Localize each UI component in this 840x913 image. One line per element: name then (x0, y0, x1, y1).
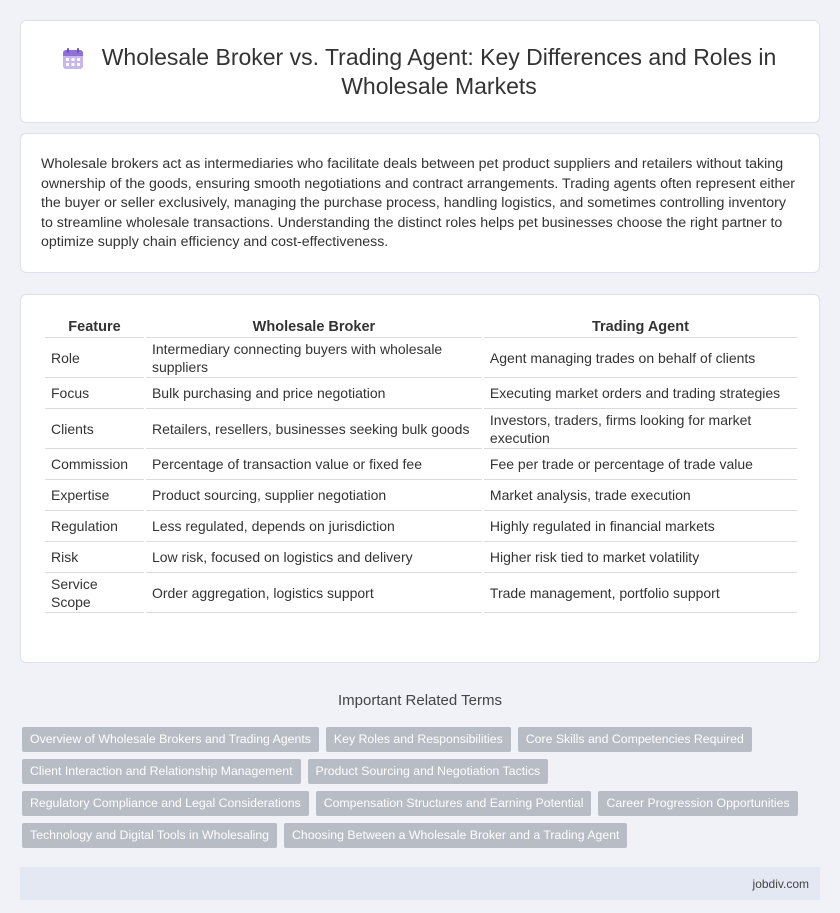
related-term-tag[interactable]: Core Skills and Competencies Required (518, 727, 752, 752)
table-row (45, 449, 797, 480)
related-term-tag[interactable]: Compensation Structures and Earning Potential (316, 791, 592, 816)
feature-cell: Service Scope (45, 573, 144, 613)
agent-cell: Higher risk tied to market volatility (484, 542, 797, 573)
feature-cell: Expertise (45, 480, 144, 511)
intro-paragraph: Wholesale brokers act as intermediaries who facilitate deals between pet product suppliers and retailers without taking ownership of the goods, ensuring smooth negotiations and contract arrangements. Trading agents often represent either the buyer or seller exclusively, managing the purchase process, handling logistics, and sometimes controlling inventory to streamline wholesale transactions. Understanding the distinct roles helps pet businesses choose the right partner to optimize supply chain efficiency and cost-effectiveness. (41, 156, 795, 251)
broker-cell: Percentage of transaction value or fixed fee (146, 449, 482, 480)
related-term-tag[interactable]: Career Progression Opportunities (598, 791, 797, 816)
broker-cell: Retailers, resellers, businesses seeking bulk goods (146, 409, 482, 449)
feature-cell: Focus (45, 378, 144, 409)
broker-cell: Bulk purchasing and price negotiation (146, 378, 482, 409)
related-term-tag[interactable]: Regulatory Compliance and Legal Considerations (22, 791, 309, 816)
calendar-icon (61, 47, 85, 71)
broker-cell: Intermediary connecting buyers with wholesale suppliers (146, 338, 482, 378)
header-card (20, 20, 820, 123)
related-term-tag[interactable]: Client Interaction and Relationship Management (22, 759, 301, 784)
agent-cell: Agent managing trades on behalf of clients (484, 338, 797, 378)
footer (20, 867, 820, 900)
agent-cell: Investors, traders, firms looking for market execution (484, 409, 797, 449)
comparison-card (20, 294, 820, 663)
feature-cell: Risk (45, 542, 144, 573)
agent-cell: Executing market orders and trading strategies (484, 378, 797, 409)
related-term-tag[interactable]: Overview of Wholesale Brokers and Trading Agents (22, 727, 319, 752)
table-row (45, 542, 797, 573)
agent-cell: Highly regulated in financial markets (484, 511, 797, 542)
related-term-tag[interactable]: Technology and Digital Tools in Wholesaling (22, 823, 277, 848)
column-header-trading-agent: Trading Agent (484, 312, 797, 338)
column-header-wholesale-broker: Wholesale Broker (146, 312, 482, 338)
feature-cell: Clients (45, 409, 144, 449)
agent-cell: Market analysis, trade execution (484, 480, 797, 511)
broker-cell: Product sourcing, supplier negotiation (146, 480, 482, 511)
header (61, 43, 779, 101)
agent-cell: Trade management, portfolio support (484, 573, 797, 613)
related-term-tag[interactable]: Product Sourcing and Negotiation Tactics (308, 759, 549, 784)
related-term-tag[interactable]: Choosing Between a Wholesale Broker and a Trading Agent (284, 823, 627, 848)
feature-cell: Regulation (45, 511, 144, 542)
broker-cell: Low risk, focused on logistics and delivery (146, 542, 482, 573)
table-row (45, 573, 797, 613)
related-terms-title: Important Related Terms (338, 692, 502, 709)
feature-cell: Commission (45, 449, 144, 480)
footer-site-link[interactable]: jobdiv.com (752, 876, 809, 891)
broker-cell: Less regulated, depends on jurisdiction (146, 511, 482, 542)
page-title: Wholesale Broker vs. Trading Agent: Key Differences and Roles in Wholesale Markets (101, 43, 777, 99)
column-header-feature: Feature (45, 312, 144, 338)
table-row (45, 409, 797, 449)
table-row (45, 511, 797, 542)
table-header-row (45, 312, 797, 338)
agent-cell: Fee per trade or percentage of trade value (484, 449, 797, 480)
table-row (45, 338, 797, 378)
table-row (45, 480, 797, 511)
related-terms-list (22, 727, 812, 855)
comparison-table (43, 312, 799, 613)
intro-card (20, 133, 820, 273)
related-term-tag[interactable]: Key Roles and Responsibilities (326, 727, 511, 752)
table-row (45, 378, 797, 409)
broker-cell: Order aggregation, logistics support (146, 573, 482, 613)
feature-cell: Role (45, 338, 144, 378)
